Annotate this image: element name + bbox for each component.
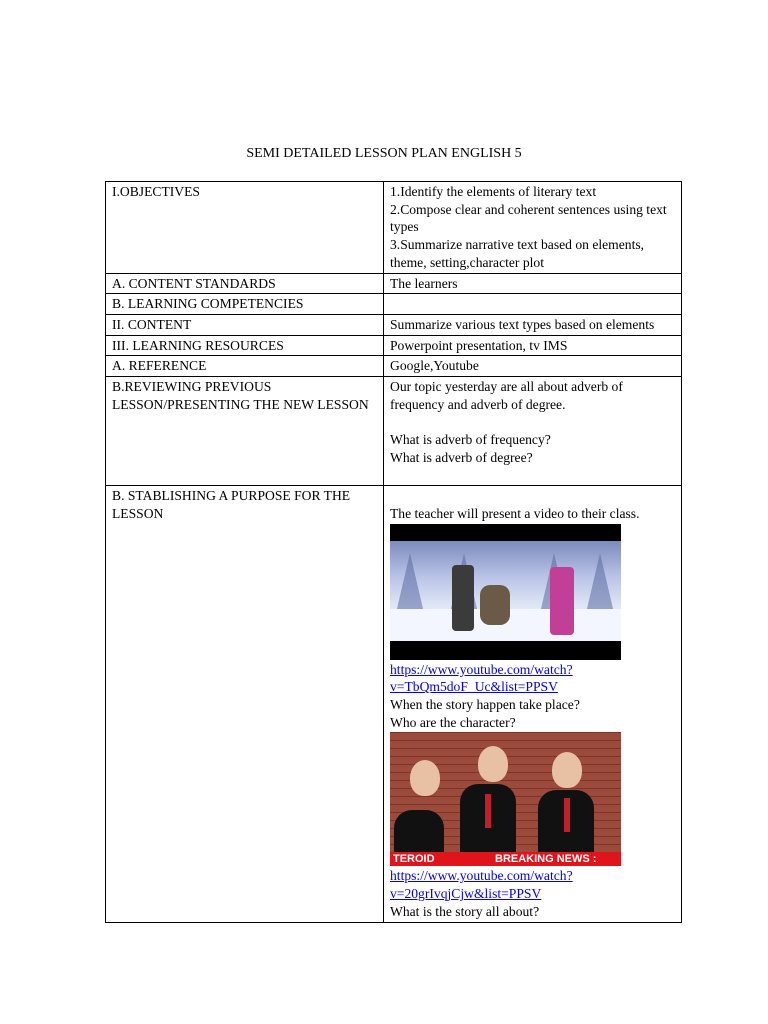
snow-forest-scene: [390, 541, 621, 641]
video-link-2-cont[interactable]: v=20grIvqjCjw&list=PPSV: [390, 886, 542, 902]
student-head: [410, 760, 440, 796]
lesson-plan-table: [105, 181, 682, 923]
content-label: II. CONTENT: [106, 314, 384, 335]
video-link-1-cont[interactable]: v=TbQm5doF_Uc&list=PPSV: [390, 679, 558, 695]
spacer: [390, 413, 675, 431]
spacer: [390, 487, 675, 505]
tree-shape: [586, 553, 614, 613]
purpose-value: [384, 486, 682, 922]
reviewing-label: B.REVIEWING PREVIOUS LESSON/PRESENTING THE NEW LESSON: [106, 377, 384, 486]
reviewing-question: What is adverb of degree?: [390, 449, 533, 465]
student-head: [552, 752, 582, 788]
page-title: SEMI DETAILED LESSON PLAN ENGLISH 5: [246, 146, 522, 161]
reindeer-figure: [480, 585, 510, 625]
objectives-label: I.OBJECTIVES: [106, 182, 384, 274]
table-row: [106, 182, 682, 274]
purpose-question: What is the story all about?: [390, 903, 540, 919]
content-standards-label: A. CONTENT STANDARDS: [106, 273, 384, 294]
spacer: [390, 467, 675, 485]
table-row: [106, 356, 682, 377]
video-thumbnail-frozen[interactable]: [390, 524, 621, 660]
character-figure: [452, 565, 474, 631]
ticker-right-text: BREAKING NEWS :: [495, 853, 597, 866]
table-row: [106, 486, 682, 922]
tie-shape: [564, 798, 570, 832]
table-row: [106, 273, 682, 294]
learning-resources-label: III. LEARNING RESOURCES: [106, 335, 384, 356]
video-link-2[interactable]: https://www.youtube.com/watch?: [390, 868, 573, 884]
reviewing-intro: Our topic yesterday are all about adverb of frequency and adverb of degree.: [390, 379, 623, 412]
tie-shape: [485, 794, 491, 828]
reviewing-value: [384, 377, 682, 486]
news-ticker: [390, 852, 621, 866]
objective-line: 2.Compose clear and coherent sentences using text types: [390, 201, 667, 235]
reference-label: A. REFERENCE: [106, 356, 384, 377]
table-row: [106, 314, 682, 335]
table-row: [106, 294, 682, 315]
purpose-intro: The teacher will present a video to their class.: [390, 505, 640, 521]
content-standards-value: The learners: [384, 273, 682, 294]
purpose-question: When the story happen take place?: [390, 697, 580, 713]
ticker-left-text: TEROID: [393, 853, 435, 866]
learning-resources-value: Powerpoint presentation, tv IMS: [384, 335, 682, 356]
purpose-label: B. STABLISHING A PURPOSE FOR THE LESSON: [106, 486, 384, 922]
purpose-question: Who are the character?: [390, 714, 516, 730]
table-row: [106, 377, 682, 486]
video-link-1[interactable]: https://www.youtube.com/watch?: [390, 661, 573, 677]
tree-shape: [396, 553, 424, 613]
content-value: Summarize various text types based on elements: [384, 314, 682, 335]
reviewing-question: What is adverb of frequency?: [390, 432, 551, 448]
table-row: [106, 335, 682, 356]
objective-line: 3.Summarize narrative text based on elements, theme, setting,character plot: [390, 237, 645, 270]
learning-competencies-label: B. LEARNING COMPETENCIES: [106, 294, 384, 315]
objectives-value: [384, 182, 682, 274]
video-thumbnail-news[interactable]: [390, 732, 621, 866]
student-head: [478, 746, 508, 782]
objective-line: 1.Identify the elements of literary text: [390, 184, 597, 199]
learning-competencies-value: [384, 294, 682, 315]
reference-value: Google,Youtube: [384, 356, 682, 377]
character-figure: [550, 567, 574, 635]
